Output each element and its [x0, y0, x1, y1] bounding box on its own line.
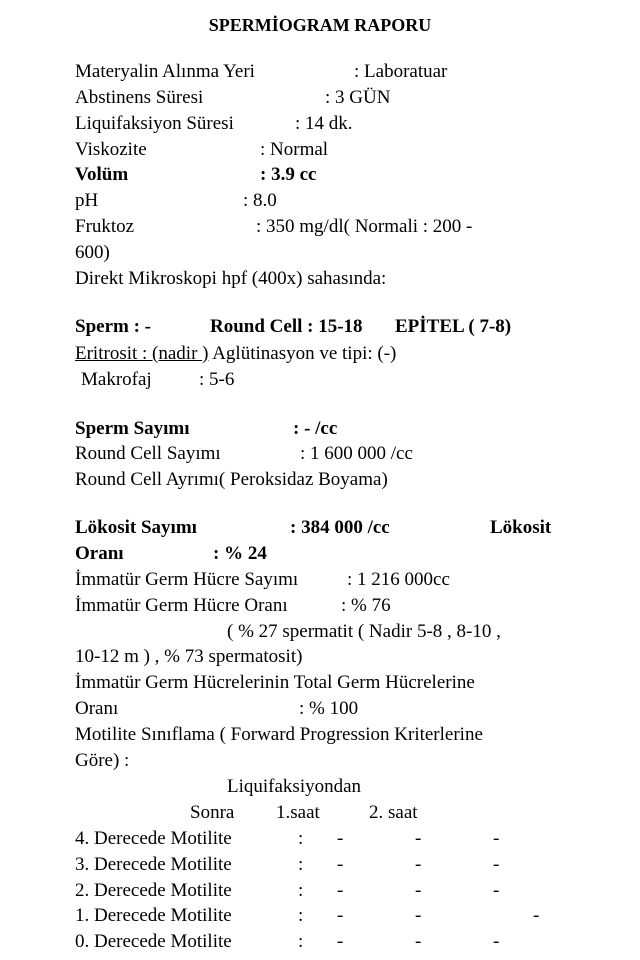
motilite-row-c1: -	[337, 828, 344, 849]
info-value-viskozite: : Normal	[260, 139, 329, 160]
info-label-ph: pH	[75, 190, 99, 211]
makrofaj-label: Makrofaj	[81, 369, 152, 390]
info-value-volum: : 3.9 cc	[260, 164, 317, 185]
motilite-row-colon: :	[298, 854, 304, 875]
sperm-sayimi-value: : - /cc	[293, 418, 338, 439]
info-label-viskozite: Viskozite	[75, 139, 147, 160]
lokosit-sayimi-value: : 384 000 /cc	[290, 517, 390, 538]
aglutinasyon-label: Aglütinasyon ve tipi: (-)	[208, 343, 397, 364]
immatur-total-1: İmmatür Germ Hücrelerinin Total Germ Hücrelerine	[75, 672, 475, 693]
immatur-detail-2: 10-12 m ) , % 73 spermatosit)	[75, 646, 303, 667]
eritrosit-line	[75, 343, 396, 365]
motilite-row-label: 2. Derecede Motilite	[75, 880, 232, 901]
info-value-ph: : 8.0	[243, 190, 277, 211]
motilite-col-header-top: Liquifaksiyondan	[227, 776, 362, 797]
motilite-row-c1: -	[337, 931, 344, 952]
info-value-fruktoz: : 350 mg/dl( Normali : 200 -	[256, 216, 473, 237]
info-label-materyal: Materyalin Alınma Yeri	[75, 61, 255, 82]
lokosit-orani-label-b: Oranı	[75, 543, 124, 564]
motilite-row-colon: :	[298, 828, 304, 849]
motilite-heading-1: Motilite Sınıflama ( Forward Progression Kriterlerine	[75, 724, 483, 745]
immatur-orani-label: İmmatür Germ Hücre Oranı	[75, 595, 288, 616]
immatur-sayimi-label: İmmatür Germ Hücre Sayımı	[75, 569, 299, 590]
motilite-row-colon: :	[298, 880, 304, 901]
motilite-row-c1: -	[337, 880, 344, 901]
motilite-row-label: 1. Derecede Motilite	[75, 905, 232, 926]
info-label-abstinens: Abstinens Süresi	[75, 87, 204, 108]
lokosit-sayimi-label: Lökosit Sayımı	[75, 517, 197, 538]
motilite-row-c2: -	[415, 828, 422, 849]
motilite-row-label: 4. Derecede Motilite	[75, 828, 232, 849]
immatur-orani-value: : % 76	[341, 595, 391, 616]
motilite-row-c3: -	[493, 828, 500, 849]
info-label-liquifaksiyon: Liquifaksiyon Süresi	[75, 113, 234, 134]
round-cell-label: Round Cell : 15-18	[210, 316, 363, 337]
sperm-label: Sperm : -	[75, 316, 151, 337]
sperm-sayimi-label: Sperm Sayımı	[75, 418, 190, 439]
immatur-detail-1: ( % 27 spermatit ( Nadir 5-8 , 8-10 ,	[227, 621, 501, 642]
immatur-total-2-value: : % 100	[299, 698, 359, 719]
immatur-total-2-label: Oranı	[75, 698, 119, 719]
makrofaj-value: : 5-6	[199, 369, 235, 390]
motilite-row-c1: -	[337, 905, 344, 926]
motilite-col-sonra: Sonra	[190, 802, 235, 823]
info-label-volum: Volüm	[75, 164, 129, 185]
lokosit-orani-label-a: Lökosit	[490, 517, 552, 538]
round-cell-sayimi-value: : 1 600 000 /cc	[300, 443, 413, 464]
motilite-row-c3: -	[493, 854, 500, 875]
motilite-row-label: 0. Derecede Motilite	[75, 931, 232, 952]
info-direkt-mikroskopi: Direkt Mikroskopi hpf (400x) sahasında:	[75, 268, 387, 289]
motilite-row-c3: -	[493, 931, 500, 952]
motilite-row-c2: -	[415, 931, 422, 952]
motilite-row-label: 3. Derecede Motilite	[75, 854, 232, 875]
motilite-row-c2: -	[415, 905, 422, 926]
motilite-row-c3: -	[493, 880, 500, 901]
report-title: SPERMİOGRAM RAPORU	[208, 15, 432, 35]
round-cell-ayrimi: Round Cell Ayrımı( Peroksidaz Boyama)	[75, 469, 388, 490]
info-value-liquifaksiyon: : 14 dk.	[295, 113, 353, 134]
motilite-col-1saat: 1.saat	[276, 802, 320, 823]
motilite-heading-2: Göre) :	[75, 750, 130, 771]
motilite-row-colon: :	[298, 931, 304, 952]
immatur-sayimi-value: : 1 216 000cc	[347, 569, 450, 590]
motilite-row-colon: :	[298, 905, 304, 926]
epitel-label: EPİTEL ( 7-8)	[395, 316, 512, 337]
motilite-row-c2: -	[415, 880, 422, 901]
eritrosit-label: Eritrosit : (nadir )	[75, 343, 209, 364]
info-value-materyal: : Laboratuar	[354, 61, 448, 82]
info-label-fruktoz: Fruktoz	[75, 216, 135, 237]
info-fruktoz-cont: 600)	[75, 242, 110, 263]
motilite-col-2saat: 2. saat	[369, 802, 418, 823]
info-value-abstinens: : 3 GÜN	[325, 87, 391, 108]
round-cell-sayimi-label: Round Cell Sayımı	[75, 443, 221, 464]
motilite-row-c2: -	[415, 854, 422, 875]
motilite-row-c1: -	[337, 854, 344, 875]
motilite-row-c3: -	[533, 905, 540, 926]
lokosit-orani-value: : % 24	[213, 543, 267, 564]
